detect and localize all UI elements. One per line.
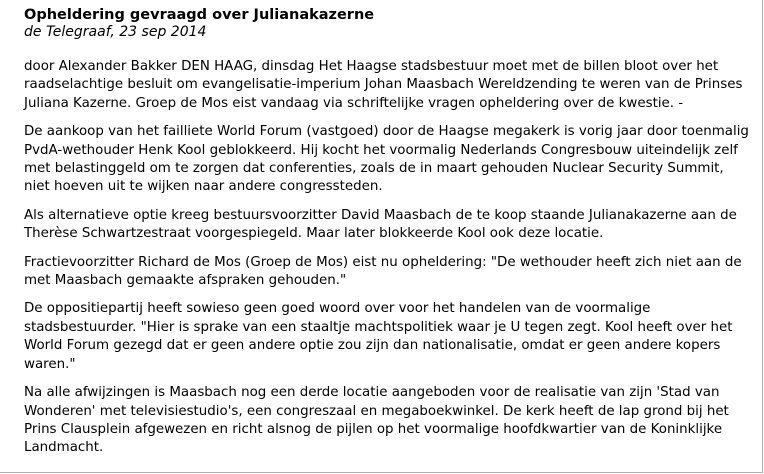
article-title: Opheldering gevraagd over Julianakazerne: [24, 7, 375, 23]
article-paragraph: Na alle afwijzingen is Maasbach nog een derde locatie aangeboden voor de realisatie van zijn 'Stad van Wonderen' met televisiestudio's, een congreszaal en megaboekwinkel. De kerk heeft de lap grond bij het Prins Clausplein afgewezen en richt alsnog de pijlen op het voormalige hoofdkwartier van de Koninklijke Landmacht.: [24, 385, 729, 456]
article-paragraph: De aankoop van het failliete World Forum (vastgoed) door de Haagse megakerk is vorig jaar door toenmalig PvdA-wethouder Henk Kool geblokkeerd. Hij kocht het voormalig Nederlands Congresbouw uiteindelijk zelf met belastinggeld om te zorgen dat conferenties, zoals de in maart gehouden Nuclear Security Summit, niet hoeven uit te wijken naar andere congressteden.: [24, 124, 749, 195]
article-source: de Telegraaf, 23 sep 2014: [24, 24, 207, 40]
article: [24, 6, 752, 468]
article-paragraph: De oppositiepartij heeft sowieso geen goed woord over voor het handelen van de voormalige stadsbestuurder. "Hier is sprake van een staaltje machtspolitiek waar je U tegen zegt. Kool heeft over het World Forum gezegd dat er geen andere optie zou zijn dan nationalisatie, omdat er geen andere kopers waren.": [24, 301, 733, 372]
article-paragraph: Als alternatieve optie kreeg bestuursvoorzitter David Maasbach de te koop staande Julianakazerne aan de Therèse Schwartzestraat voorgespiegeld. Maar later blokkeerde Kool ook deze locatie.: [24, 207, 737, 242]
article-paragraph: door Alexander Bakker DEN HAAG, dinsdag Het Haagse stadsbestuur moet met de billen bloot over het raadselachtige besluit om evangelisatie-imperium Johan Maasbach Wereldzending te weren van de Prinses Juliana Kazerne. Groep de Mos eist vandaag via schriftelijke vragen opheldering over de kwestie. -: [24, 59, 743, 111]
article-paragraph: Fractievoorzitter Richard de Mos (Groep de Mos) eist nu opheldering: "De wethouder heeft zich niet aan de met Maasbach gemaakte afspraken gehouden.": [24, 254, 742, 289]
